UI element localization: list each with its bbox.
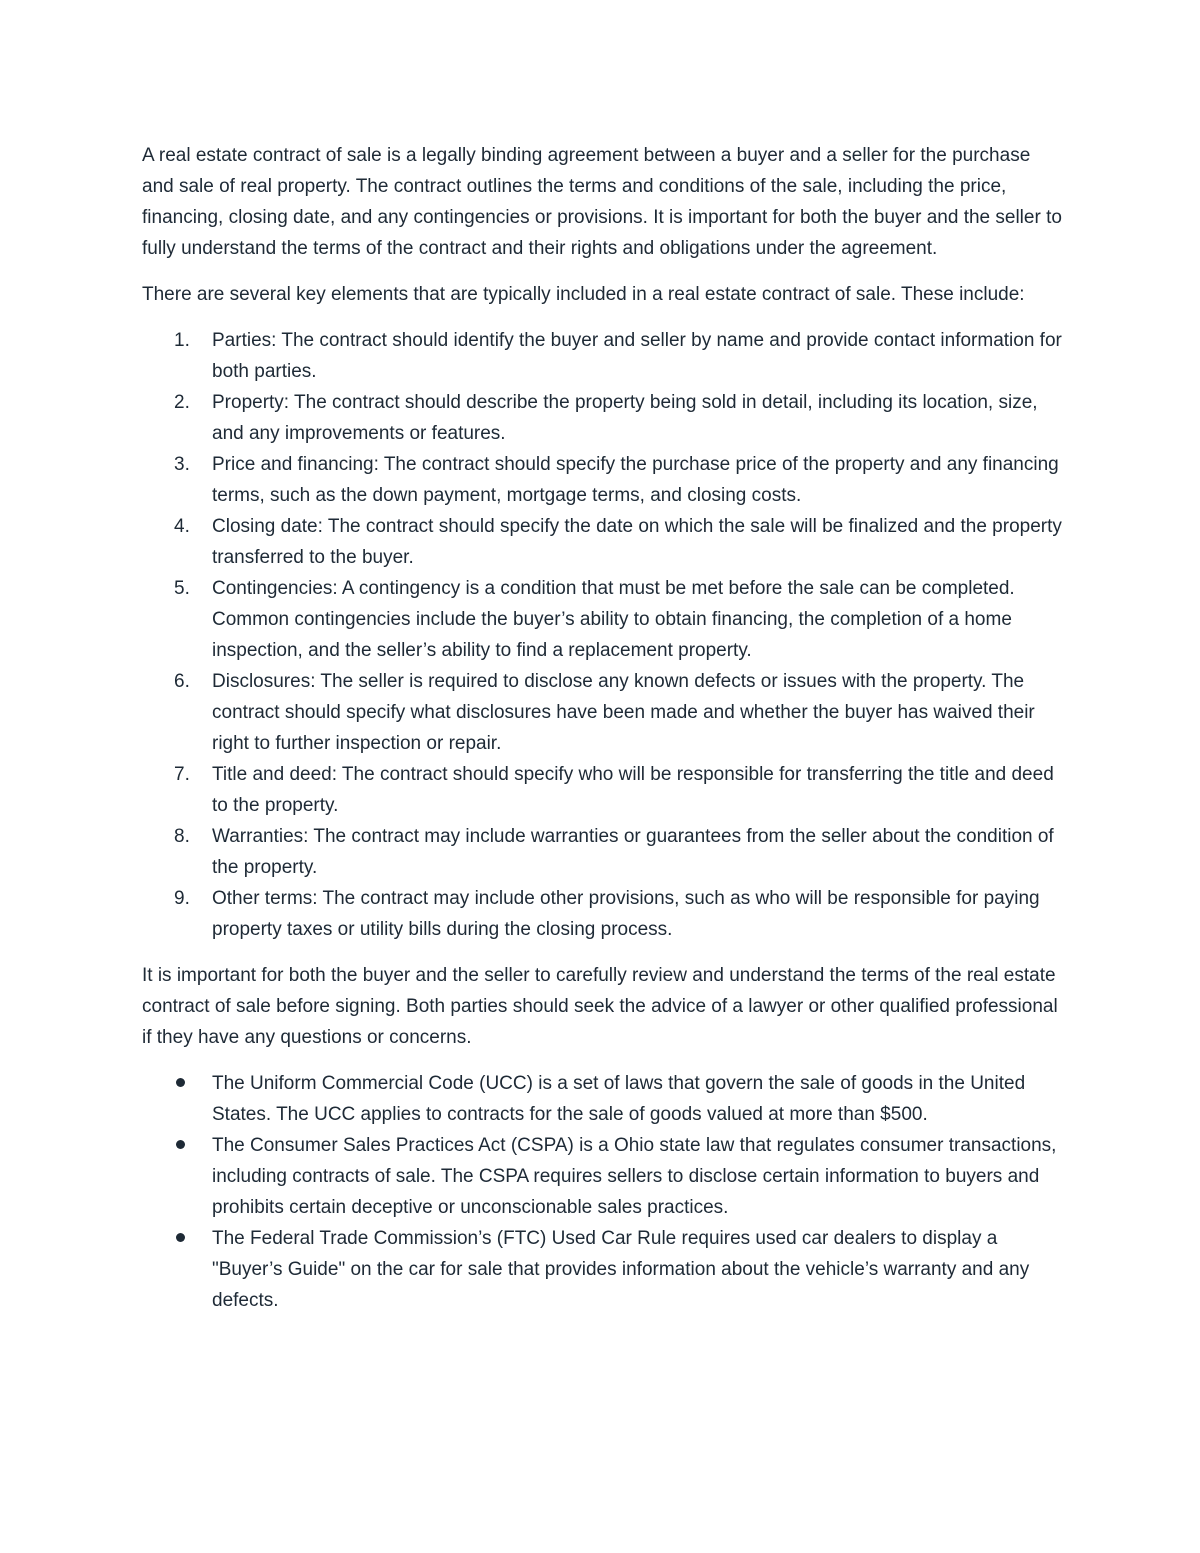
list-item-text: Property: The contract should describe the property being sold in detail, including its location, size, and any improvements or features.	[212, 392, 1038, 444]
list-item-text: Disclosures: The seller is required to disclose any known defects or issues with the property. The contract should specify what disclosures have been made and whether the buyer has waived their right to further inspection or repair.	[212, 671, 1035, 754]
list-item-text: The Uniform Commercial Code (UCC) is a set of laws that govern the sale of goods in the United States. The UCC applies to contracts for the sale of goods valued at more than $500.	[212, 1073, 1026, 1125]
list-number: 3.	[174, 454, 190, 475]
list-number: 9.	[174, 888, 190, 909]
list-item	[142, 759, 1067, 821]
elements-intro-paragraph: There are several key elements that are typically included in a real estate contract of sale. These include:	[142, 284, 1025, 305]
bullet-icon	[176, 1140, 185, 1149]
list-item	[142, 821, 1067, 883]
list-item-text: The Consumer Sales Practices Act (CSPA) is a Ohio state law that regulates consumer transactions, including contracts of sale. The CSPA requires sellers to disclose certain information to buyers and prohibits certain deceptive or unconscionable sales practices.	[212, 1135, 1057, 1218]
review-paragraph: It is important for both the buyer and the seller to carefully review and understand the terms of the real estate contract of sale before signing. Both parties should seek the advice of a lawyer or other qualified professional if they have any questions or concerns.	[142, 965, 1058, 1048]
list-item-text: Warranties: The contract may include warranties or guarantees from the seller about the condition of the property.	[212, 826, 1054, 878]
list-number: 8.	[174, 826, 190, 847]
list-number: 6.	[174, 671, 190, 692]
list-item-text: Parties: The contract should identify the buyer and seller by name and provide contact information for both parties.	[212, 330, 1062, 382]
list-item-text: Price and financing: The contract should specify the purchase price of the property and any financing terms, such as the down payment, mortgage terms, and closing costs.	[212, 454, 1059, 506]
document-page	[142, 140, 1067, 1331]
list-item-text: Contingencies: A contingency is a condition that must be met before the sale can be completed. Common contingencies include the buyer’s ability to obtain financing, the completion of a home inspection, and the seller’s ability to find a replacement property.	[212, 578, 1015, 661]
list-number: 1.	[174, 330, 190, 351]
key-elements-list	[142, 325, 1067, 945]
list-item	[142, 883, 1067, 945]
list-item	[142, 1068, 1067, 1130]
list-item	[142, 1130, 1067, 1223]
list-item	[142, 325, 1067, 387]
list-item	[142, 387, 1067, 449]
list-number: 4.	[174, 516, 190, 537]
list-item-text: The Federal Trade Commission’s (FTC) Used Car Rule requires used car dealers to display a "Buyer’s Guide" on the car for sale that provides information about the vehicle’s warranty and any defects.	[212, 1228, 1030, 1311]
list-item	[142, 449, 1067, 511]
intro-paragraph: A real estate contract of sale is a legally binding agreement between a buyer and a seller for the purchase and sale of real property. The contract outlines the terms and conditions of the sale, including the price, financing, closing date, and any contingencies or provisions. It is important for both the buyer and the seller to fully understand the terms of the contract and their rights and obligations under the agreement.	[142, 145, 1062, 259]
list-item	[142, 511, 1067, 573]
list-number: 7.	[174, 764, 190, 785]
list-item-text: Other terms: The contract may include other provisions, such as who will be responsible for paying property taxes or utility bills during the closing process.	[212, 888, 1040, 940]
bullet-icon	[176, 1078, 185, 1087]
list-number: 5.	[174, 578, 190, 599]
laws-bullet-list	[142, 1068, 1067, 1316]
bullet-icon	[176, 1233, 185, 1242]
list-number: 2.	[174, 392, 190, 413]
list-item	[142, 666, 1067, 759]
list-item-text: Closing date: The contract should specify the date on which the sale will be finalized and the property transferred to the buyer.	[212, 516, 1062, 568]
list-item-text: Title and deed: The contract should specify who will be responsible for transferring the title and deed to the property.	[212, 764, 1054, 816]
list-item	[142, 573, 1067, 666]
list-item	[142, 1223, 1067, 1316]
